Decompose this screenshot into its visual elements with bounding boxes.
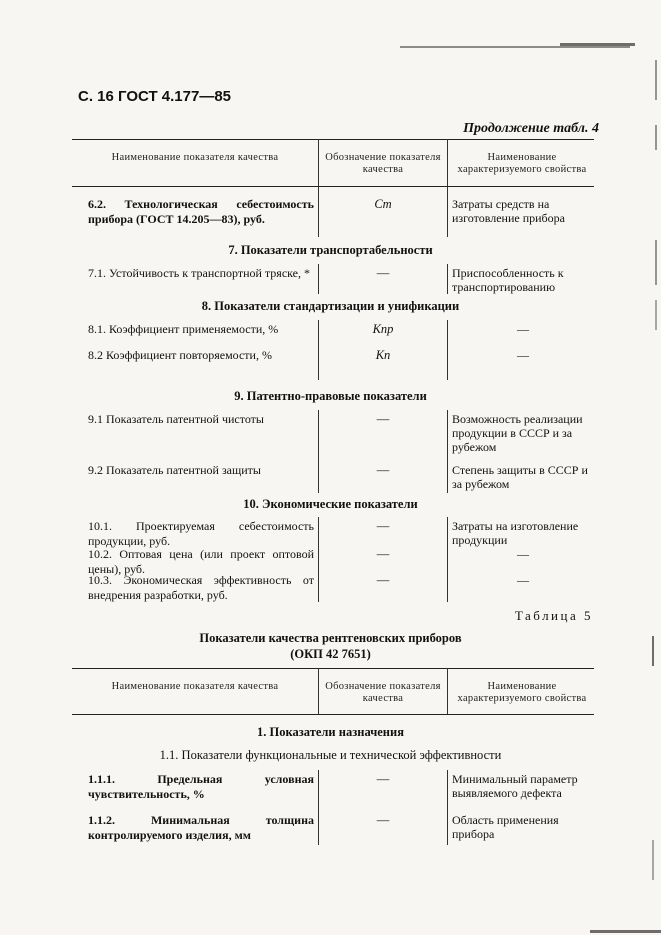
table-row-symbol: Kп: [375, 348, 391, 362]
table-row-symbol: Cт: [374, 197, 392, 211]
page-header: С. 16 ГОСТ 4.177—85: [78, 88, 232, 105]
section-heading: 7. Показатели транспортабельности: [228, 243, 433, 257]
column-divider: [318, 517, 319, 602]
table-row-name: 8.2 Коэффициент повторяемости, %: [88, 348, 272, 362]
table-row-name: 8.1. Коэффициент применяемости, %: [88, 322, 279, 336]
table-row-property: Приспособленность к транспортированию: [452, 266, 564, 294]
column-header-symbol: Обозначение показателя качества: [325, 152, 441, 175]
section-heading: 1. Показатели назначения: [257, 725, 404, 739]
scan-edge-artifact: [590, 930, 661, 933]
table-row-symbol: —: [376, 547, 390, 561]
column-header-property: Наименование характеризуемого свойства: [457, 152, 587, 175]
column-divider: [447, 770, 448, 845]
table-5-okp-code: (ОКП 42 7651): [290, 647, 371, 661]
table-row-symbol: —: [376, 573, 390, 587]
table-row-symbol: —: [376, 519, 390, 533]
table-row-property: —: [517, 547, 529, 561]
column-divider: [318, 410, 319, 493]
column-header-name: Наименование показателя качества: [111, 152, 279, 163]
column-divider: [318, 139, 319, 186]
section-heading: 9. Патентно-правовые показатели: [234, 389, 427, 403]
table-header-bottom-rule: [72, 186, 594, 187]
table-row-symbol: Kпр: [372, 322, 394, 336]
section-heading: 10. Экономические показатели: [243, 497, 418, 511]
scan-edge-artifact: [652, 840, 654, 880]
scan-edge-artifact: [655, 125, 657, 150]
table-5-label: Таблица 5: [514, 608, 593, 623]
scan-edge-artifact: [400, 46, 630, 48]
column-divider: [447, 517, 448, 602]
column-divider: [318, 668, 319, 714]
table-continuation-label: Продолжение табл. 4: [463, 121, 599, 136]
column-divider: [447, 187, 448, 237]
table-row-property: —: [517, 322, 529, 336]
table-row-name: 7.1. Устойчивость к транспортной тряске, *: [88, 266, 311, 280]
scan-edge-artifact: [655, 60, 657, 100]
table-header-top-rule: [72, 668, 594, 669]
table-row-name: 1.1.2. Минимальная толщина контролируемого изделия, мм: [88, 813, 314, 842]
table-row-name: 10.1. Проектируемая себестоимость продукции, руб.: [88, 519, 314, 548]
table-row-name: 6.2. Технологическая себестоимость прибора (ГОСТ 14.205—83), руб.: [88, 197, 314, 226]
table-row-symbol: —: [376, 813, 390, 827]
table-row-property: —: [517, 573, 529, 587]
table-row-symbol: —: [376, 266, 390, 280]
section-heading: 8. Показатели стандартизации и унификации: [201, 299, 460, 313]
table-5-title: Показатели качества рентгеновских приборов: [199, 631, 462, 645]
column-divider: [318, 320, 319, 380]
column-divider: [447, 320, 448, 380]
table-row-property: Затраты средств на изготовление прибора: [452, 197, 565, 225]
column-divider: [318, 264, 319, 294]
table-row-property: —: [517, 348, 529, 362]
table-header-top-rule: [72, 139, 594, 140]
column-header-symbol: Обозначение показателя качества: [325, 681, 441, 704]
table-row-property: Минимальный параметр выявляемого дефекта: [452, 772, 578, 800]
column-divider: [447, 264, 448, 294]
table-row-name: 9.1 Показатель патентной чистоты: [88, 412, 264, 426]
table-header-bottom-rule: [72, 714, 594, 715]
column-divider: [318, 187, 319, 237]
table-row-name: 1.1.1. Предельная условная чувствительность, %: [88, 772, 314, 801]
table-row-name: 10.3. Экономическая эффективность от внедрения разработки, руб.: [88, 573, 314, 602]
column-header-property: Наименование характеризуемого свойства: [457, 681, 587, 704]
table-row-name: 10.2. Оптовая цена (или проект оптовой цены), руб.: [88, 547, 314, 576]
column-header-name: Наименование показателя качества: [111, 681, 279, 692]
table-row-symbol: —: [376, 412, 390, 426]
scan-edge-artifact: [560, 43, 635, 46]
table-row-symbol: —: [376, 772, 390, 786]
table-row-property: Степень защиты в СССР и за рубежом: [452, 463, 588, 491]
table-row-symbol: —: [376, 463, 390, 477]
table-row-property: Затраты на изготовление продукции: [452, 519, 579, 547]
table-row-name: 9.2 Показатель патентной защиты: [88, 463, 261, 477]
column-divider: [447, 139, 448, 186]
table-row-property: Область применения прибора: [452, 813, 559, 841]
subsection-heading: 1.1. Показатели функциональные и технической эффективности: [159, 748, 502, 762]
column-divider: [447, 410, 448, 493]
column-divider: [447, 668, 448, 714]
column-divider: [318, 770, 319, 845]
table-row-property: Возможность реализации продукции в СССР и за рубежом: [452, 412, 583, 454]
